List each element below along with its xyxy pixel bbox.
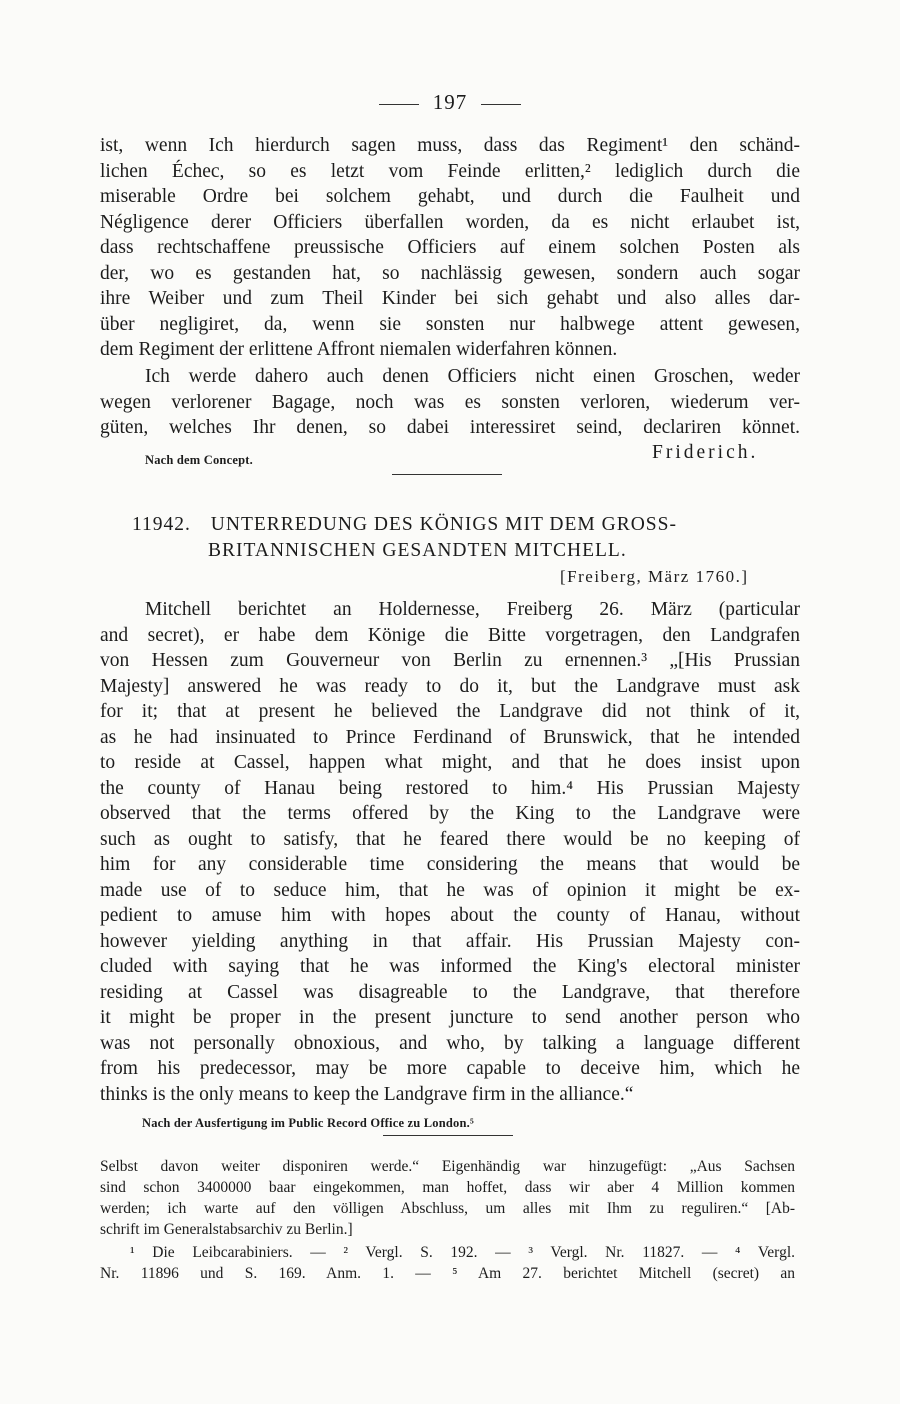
text-line: Négligence derer Officiers überfallen worden, da es nicht erlaubet ist, (100, 211, 800, 233)
text-line: was not personally obnoxious, and who, by talking a language different (100, 1032, 800, 1054)
header-dash-left (379, 104, 419, 105)
text-line: dem Regiment der erlittene Affront niemalen widerfahren können. (100, 339, 618, 360)
footnote-divider (383, 1135, 513, 1136)
section-divider (392, 474, 502, 475)
footnote-continuation (100, 1156, 795, 1240)
text-line: residing at Cassel was disagreable to the Landgrave, that therefore (100, 981, 800, 1003)
source-note-record-office: Nach der Ausfertigung im Public Record Office zu London.⁵ (142, 1116, 474, 1130)
page-number-header (0, 90, 900, 115)
text-line: and secret), er habe dem Könige die Bitte vorgetragen, den Landgrafen (100, 624, 800, 646)
text-line: to reside at Cassel, happen what might, and that he does insist upon (100, 752, 800, 773)
entry-number: 11942. (132, 514, 191, 535)
text-line: pedient to amuse him with hopes about the county of Hanau, without (100, 905, 800, 926)
text-line: observed that the terms offered by the King to the Landgrave were (100, 803, 800, 824)
footnote-line: sind schon 3400000 baar eingekommen, man hoffet, dass wir aber 4 Million kommen (100, 1179, 795, 1196)
text-line: über negligiret, da, wenn sie sonsten nur halbwege attent gewesen, (100, 313, 800, 335)
text-line: der, wo es gestanden hat, so nachlässig gewesen, sondern auch sogar (100, 262, 800, 284)
footnote-line: Nr. 11896 und S. 169. Anm. 1. — ⁵ Am 27. berichtet Mitchell (secret) an (100, 1265, 795, 1282)
text-line: such as ought to satisfy, that he feared there would be no keeping of (100, 828, 800, 850)
signature: Friderich. (652, 442, 759, 463)
footnote-line: ¹ Die Leibcarabiniers. — ² Vergl. S. 192. — ³ Vergl. Nr. 11827. — ⁴ Vergl. (130, 1244, 795, 1261)
text-line: Majesty] answered he was ready to do it, but the Landgrave must ask (100, 675, 800, 697)
text-line: however yielding anything in that affair. His Prussian Majesty con- (100, 930, 800, 952)
letter-paragraph-2 (100, 364, 800, 441)
text-line: dass rechtschaffene preussische Officiers auf einem solchen Posten als (100, 237, 800, 258)
text-line: Mitchell berichtet an Holdernesse, Freiberg 26. März (particular (145, 599, 800, 620)
text-line: wegen verlorener Bagage, noch was es sonsten verloren, wiederum ver- (100, 391, 800, 413)
text-line: thinks is the only means to keep the Landgrave firm in the alliance.“ (100, 1083, 634, 1105)
page-number: 197 (432, 90, 468, 114)
heading-line-2: BRITANNISCHEN GESANDTEN MITCHELL. (208, 540, 627, 561)
header-dash-right (481, 104, 521, 105)
text-line: cluded with saying that he was informed the King's electoral minister (100, 956, 800, 977)
text-line: from his predecessor, may be more capable to deceive him, which he (100, 1058, 800, 1079)
text-line: Ich werde dahero auch denen Officiers nicht einen Groschen, weder (145, 366, 800, 387)
text-line: güten, welches Ihr denen, so dabei interessiret seind, declariren könnet. (100, 417, 800, 438)
text-line: as he had insinuated to Prince Ferdinand of Brunswick, that he intended (100, 726, 800, 748)
place-date: [Freiberg, März 1760.] (560, 567, 749, 586)
text-line: miserable Ordre bei solchem gehabt, und durch die Faulheit und (100, 186, 800, 207)
heading-line-1: UNTERREDUNG DES KÖNIGS MIT DEM GROSS- (210, 514, 677, 535)
footnotes (100, 1242, 795, 1284)
report-body (100, 597, 800, 1107)
footnote-line: werden; ich warte auf den völligen Abschluss, um alles mit Ihm zu reguliren.“ [Ab- (100, 1200, 795, 1217)
entry-heading (100, 512, 800, 564)
source-note-concept: Nach dem Concept. (145, 453, 253, 467)
footnote-line: schrift im Generalstabsarchiv zu Berlin.] (100, 1221, 353, 1238)
text-line: it might be proper in the present juncture to send another person who (100, 1007, 800, 1028)
letter-paragraph-1 (100, 133, 800, 363)
text-line: for it; that at present he believed the Landgrave did not think of it, (100, 701, 800, 722)
text-line: the county of Hanau being restored to him.⁴ His Prussian Majesty (100, 777, 800, 799)
text-line: ist, wenn Ich hierdurch sagen muss, dass das Regiment¹ den schänd- (100, 135, 800, 156)
text-line: lichen Échec, so es letzt vom Feinde erlitten,² lediglich durch die (100, 160, 800, 182)
text-line: made use of to seduce him, that he was of opinion it might be ex- (100, 879, 800, 901)
footnote-line: Selbst davon weiter disponiren werde.“ Eigenhändig war hinzugefügt: „Aus Sachsen (100, 1158, 795, 1175)
text-line: ihre Weiber und zum Theil Kinder bei sich gehabt und also alles dar- (100, 288, 800, 309)
text-line: von Hessen zum Gouverneur von Berlin zu ernennen.³ „[His Prussian (100, 650, 800, 671)
text-line: him for any considerable time considering the means that would be (100, 854, 800, 875)
